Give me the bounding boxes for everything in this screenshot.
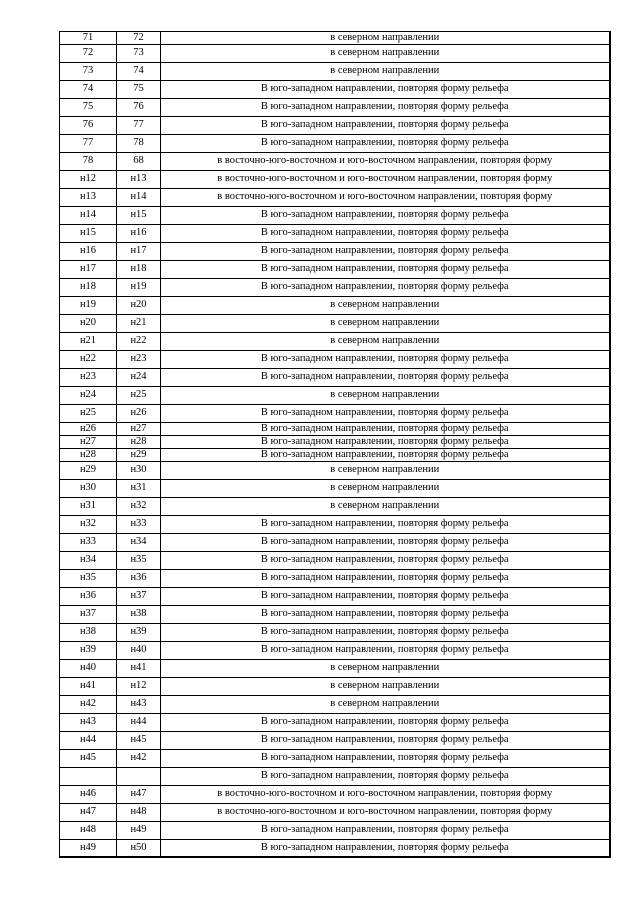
table-row xyxy=(60,32,610,45)
table-row xyxy=(60,768,610,786)
cell-from-point: н21 xyxy=(60,333,117,351)
cell-to-point: н44 xyxy=(117,714,161,732)
table-row xyxy=(60,297,610,315)
cell-to-point: 78 xyxy=(117,135,161,153)
cell-boundary-description: В юго-западном направлении, повторяя форму рельефа xyxy=(161,261,610,279)
cell-to-point: н22 xyxy=(117,333,161,351)
cell-boundary-description: В юго-западном направлении, повторяя форму рельефа xyxy=(161,351,610,369)
cell-from-point: 73 xyxy=(60,63,117,81)
cell-to-point: н29 xyxy=(117,449,161,462)
cell-to-point: н37 xyxy=(117,588,161,606)
cell-from-point: н15 xyxy=(60,225,117,243)
cell-to-point: н39 xyxy=(117,624,161,642)
cell-to-point: 68 xyxy=(117,153,161,171)
cell-from-point: 72 xyxy=(60,45,117,63)
table-row xyxy=(60,516,610,534)
table-row xyxy=(60,81,610,99)
cell-from-point: н20 xyxy=(60,315,117,333)
cell-to-point: н47 xyxy=(117,786,161,804)
table-row xyxy=(60,552,610,570)
cell-to-point: н12 xyxy=(117,678,161,696)
cell-boundary-description: В юго-западном направлении, повторяя форму рельефа xyxy=(161,714,610,732)
cell-to-point: н32 xyxy=(117,498,161,516)
cell-boundary-description: В юго-западном направлении, повторяя форму рельефа xyxy=(161,840,610,857)
cell-to-point: 73 xyxy=(117,45,161,63)
table-row xyxy=(60,243,610,261)
cell-from-point: н32 xyxy=(60,516,117,534)
cell-to-point: н25 xyxy=(117,387,161,405)
cell-from-point: н13 xyxy=(60,189,117,207)
table-row xyxy=(60,462,610,480)
table-row xyxy=(60,498,610,516)
cell-to-point: 72 xyxy=(117,32,161,45)
cell-from-point: 75 xyxy=(60,99,117,117)
table-row xyxy=(60,436,610,449)
table-row xyxy=(60,588,610,606)
table-row xyxy=(60,786,610,804)
cell-boundary-description: в северном направлении xyxy=(161,462,610,480)
cell-from-point: н23 xyxy=(60,369,117,387)
cell-boundary-description: в северном направлении xyxy=(161,696,610,714)
cell-boundary-description: В юго-западном направлении, повторяя форму рельефа xyxy=(161,624,610,642)
cell-boundary-description: В юго-западном направлении, повторяя форму рельефа xyxy=(161,588,610,606)
cell-to-point: н28 xyxy=(117,436,161,449)
cell-boundary-description: В юго-западном направлении, повторяя форму рельефа xyxy=(161,552,610,570)
table-row xyxy=(60,642,610,660)
boundary-description-table xyxy=(59,31,611,858)
cell-to-point: н41 xyxy=(117,660,161,678)
cell-to-point: н16 xyxy=(117,225,161,243)
cell-boundary-description: В юго-западном направлении, повторяя форму рельефа xyxy=(161,279,610,297)
cell-to-point: н24 xyxy=(117,369,161,387)
cell-boundary-description: в восточно-юго-восточном и юго-восточном направлении, повторяя форму xyxy=(161,189,610,207)
table-row xyxy=(60,153,610,171)
table-row xyxy=(60,405,610,423)
cell-to-point: н30 xyxy=(117,462,161,480)
cell-from-point: н22 xyxy=(60,351,117,369)
cell-from-point: н48 xyxy=(60,822,117,840)
table-row xyxy=(60,333,610,351)
cell-from-point: н42 xyxy=(60,696,117,714)
cell-to-point: н45 xyxy=(117,732,161,750)
cell-boundary-description: В юго-западном направлении, повторяя форму рельефа xyxy=(161,768,610,786)
cell-from-point: н18 xyxy=(60,279,117,297)
cell-boundary-description: В юго-западном направлении, повторяя форму рельефа xyxy=(161,570,610,588)
cell-from-point: н28 xyxy=(60,449,117,462)
cell-from-point: н26 xyxy=(60,423,117,436)
cell-boundary-description: В юго-западном направлении, повторяя форму рельефа xyxy=(161,449,610,462)
cell-from-point: н40 xyxy=(60,660,117,678)
cell-to-point: н33 xyxy=(117,516,161,534)
cell-boundary-description: в восточно-юго-восточном и юго-восточном направлении, повторяя форму xyxy=(161,171,610,189)
cell-from-point: 74 xyxy=(60,81,117,99)
cell-boundary-description: в северном направлении xyxy=(161,63,610,81)
cell-boundary-description: в северном направлении xyxy=(161,45,610,63)
table-row xyxy=(60,207,610,225)
cell-boundary-description: в северном направлении xyxy=(161,32,610,45)
cell-from-point: н29 xyxy=(60,462,117,480)
table-row xyxy=(60,660,610,678)
table-row xyxy=(60,732,610,750)
table-body xyxy=(60,32,610,857)
cell-to-point: н35 xyxy=(117,552,161,570)
table-row xyxy=(60,117,610,135)
cell-to-point xyxy=(117,768,161,786)
table-row xyxy=(60,714,610,732)
cell-from-point: н31 xyxy=(60,498,117,516)
table-row xyxy=(60,423,610,436)
cell-to-point: н50 xyxy=(117,840,161,857)
cell-boundary-description: В юго-западном направлении, повторяя форму рельефа xyxy=(161,225,610,243)
cell-from-point: н44 xyxy=(60,732,117,750)
cell-to-point: н26 xyxy=(117,405,161,423)
cell-to-point: н19 xyxy=(117,279,161,297)
cell-from-point: н19 xyxy=(60,297,117,315)
cell-boundary-description: в северном направлении xyxy=(161,387,610,405)
cell-from-point: н33 xyxy=(60,534,117,552)
cell-boundary-description: в восточно-юго-восточном и юго-восточном направлении, повторяя форму xyxy=(161,804,610,822)
cell-from-point: 78 xyxy=(60,153,117,171)
cell-from-point: н35 xyxy=(60,570,117,588)
table-row xyxy=(60,387,610,405)
cell-boundary-description: В юго-западном направлении, повторяя форму рельефа xyxy=(161,405,610,423)
cell-to-point: н14 xyxy=(117,189,161,207)
cell-boundary-description: В юго-западном направлении, повторяя форму рельефа xyxy=(161,436,610,449)
cell-boundary-description: в северном направлении xyxy=(161,678,610,696)
cell-boundary-description: в северном направлении xyxy=(161,297,610,315)
table-row xyxy=(60,279,610,297)
table-row xyxy=(60,189,610,207)
cell-boundary-description: В юго-западном направлении, повторяя форму рельефа xyxy=(161,99,610,117)
cell-from-point: 71 xyxy=(60,32,117,45)
cell-from-point: н24 xyxy=(60,387,117,405)
table-row xyxy=(60,822,610,840)
cell-from-point: 76 xyxy=(60,117,117,135)
table-row xyxy=(60,45,610,63)
table-row xyxy=(60,840,610,857)
table-row xyxy=(60,624,610,642)
cell-boundary-description: В юго-западном направлении, повторяя форму рельефа xyxy=(161,135,610,153)
cell-from-point: н25 xyxy=(60,405,117,423)
cell-boundary-description: в северном направлении xyxy=(161,480,610,498)
cell-to-point: н48 xyxy=(117,804,161,822)
cell-boundary-description: в северном направлении xyxy=(161,660,610,678)
table-row xyxy=(60,480,610,498)
cell-from-point: н17 xyxy=(60,261,117,279)
table-row xyxy=(60,750,610,768)
cell-boundary-description: В юго-западном направлении, повторяя форму рельефа xyxy=(161,516,610,534)
cell-to-point: н42 xyxy=(117,750,161,768)
table-row xyxy=(60,678,610,696)
table-row xyxy=(60,99,610,117)
cell-boundary-description: В юго-западном направлении, повторяя форму рельефа xyxy=(161,369,610,387)
cell-to-point: н27 xyxy=(117,423,161,436)
cell-from-point: н27 xyxy=(60,436,117,449)
cell-boundary-description: В юго-западном направлении, повторяя форму рельефа xyxy=(161,423,610,436)
cell-from-point: н30 xyxy=(60,480,117,498)
cell-boundary-description: в северном направлении xyxy=(161,333,610,351)
table-row xyxy=(60,570,610,588)
cell-boundary-description: В юго-западном направлении, повторяя форму рельефа xyxy=(161,534,610,552)
cell-to-point: н20 xyxy=(117,297,161,315)
cell-boundary-description: в северном направлении xyxy=(161,498,610,516)
cell-from-point: н45 xyxy=(60,750,117,768)
table-row xyxy=(60,351,610,369)
cell-to-point: 75 xyxy=(117,81,161,99)
cell-from-point: н34 xyxy=(60,552,117,570)
cell-boundary-description: В юго-западном направлении, повторяя форму рельефа xyxy=(161,732,610,750)
cell-to-point: н40 xyxy=(117,642,161,660)
table-row xyxy=(60,63,610,81)
cell-to-point: н34 xyxy=(117,534,161,552)
cell-boundary-description: в северном направлении xyxy=(161,315,610,333)
table-row xyxy=(60,171,610,189)
cell-to-point: н18 xyxy=(117,261,161,279)
cell-boundary-description: В юго-западном направлении, повторяя форму рельефа xyxy=(161,243,610,261)
cell-from-point: н14 xyxy=(60,207,117,225)
cell-from-point: н47 xyxy=(60,804,117,822)
cell-to-point: н31 xyxy=(117,480,161,498)
cell-boundary-description: В юго-западном направлении, повторяя форму рельефа xyxy=(161,750,610,768)
cell-to-point: н49 xyxy=(117,822,161,840)
table-row xyxy=(60,315,610,333)
cell-boundary-description: В юго-западном направлении, повторяя форму рельефа xyxy=(161,822,610,840)
table-row xyxy=(60,804,610,822)
cell-from-point: н41 xyxy=(60,678,117,696)
cell-to-point: 76 xyxy=(117,99,161,117)
table-row xyxy=(60,449,610,462)
cell-from-point: н39 xyxy=(60,642,117,660)
cell-to-point: н15 xyxy=(117,207,161,225)
cell-to-point: н23 xyxy=(117,351,161,369)
cell-from-point: н43 xyxy=(60,714,117,732)
cell-from-point: н49 xyxy=(60,840,117,857)
cell-to-point: н13 xyxy=(117,171,161,189)
cell-to-point: н36 xyxy=(117,570,161,588)
table-row xyxy=(60,606,610,624)
cell-to-point: н38 xyxy=(117,606,161,624)
table-row xyxy=(60,696,610,714)
table-row xyxy=(60,225,610,243)
cell-boundary-description: В юго-западном направлении, повторяя форму рельефа xyxy=(161,81,610,99)
cell-from-point: н37 xyxy=(60,606,117,624)
cell-from-point: н36 xyxy=(60,588,117,606)
cell-from-point: 77 xyxy=(60,135,117,153)
cell-from-point: н12 xyxy=(60,171,117,189)
cell-to-point: 77 xyxy=(117,117,161,135)
cell-boundary-description: в восточно-юго-восточном и юго-восточном направлении, повторяя форму xyxy=(161,153,610,171)
cell-boundary-description: В юго-западном направлении, повторяя форму рельефа xyxy=(161,117,610,135)
table-row xyxy=(60,369,610,387)
cell-to-point: н17 xyxy=(117,243,161,261)
table-row xyxy=(60,534,610,552)
cell-from-point: н16 xyxy=(60,243,117,261)
table-row xyxy=(60,135,610,153)
cell-boundary-description: В юго-западном направлении, повторяя форму рельефа xyxy=(161,642,610,660)
cell-from-point: н46 xyxy=(60,786,117,804)
cell-from-point xyxy=(60,768,117,786)
cell-to-point: н43 xyxy=(117,696,161,714)
cell-boundary-description: в восточно-юго-восточном и юго-восточном направлении, повторяя форму xyxy=(161,786,610,804)
cell-to-point: н21 xyxy=(117,315,161,333)
table-row xyxy=(60,261,610,279)
cell-to-point: 74 xyxy=(117,63,161,81)
cell-boundary-description: В юго-западном направлении, повторяя форму рельефа xyxy=(161,606,610,624)
cell-boundary-description: В юго-западном направлении, повторяя форму рельефа xyxy=(161,207,610,225)
cell-from-point: н38 xyxy=(60,624,117,642)
